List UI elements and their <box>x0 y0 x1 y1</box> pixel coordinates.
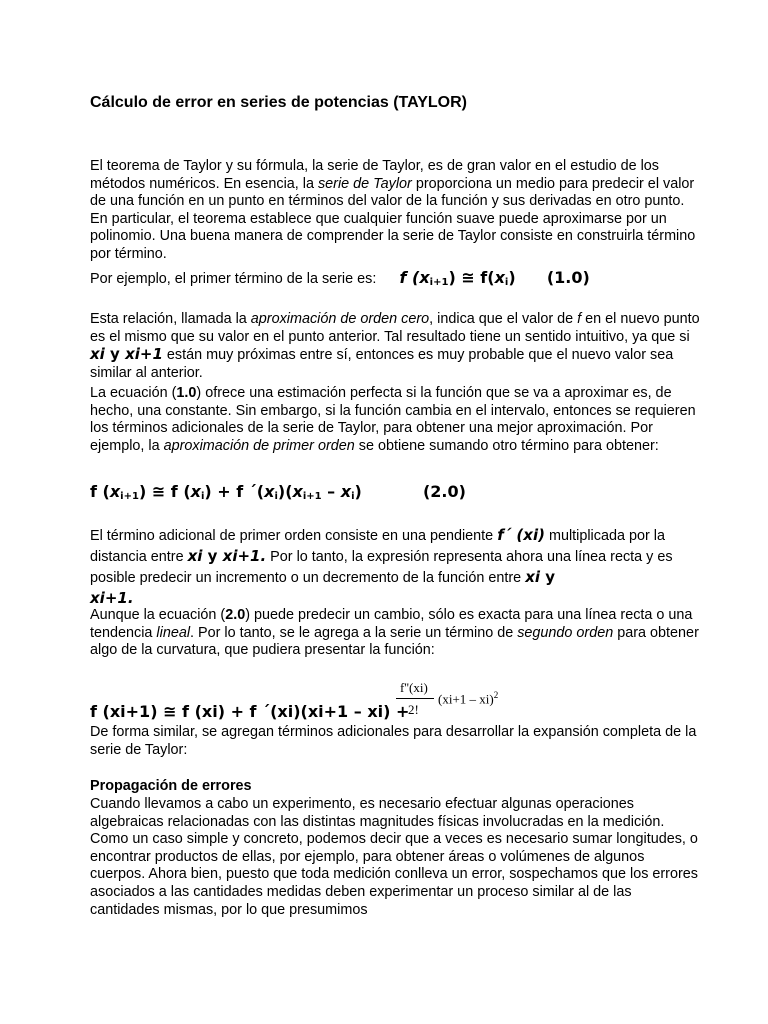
emphasis-text: segundo orden <box>517 624 614 641</box>
inline-variable: xi+1. <box>90 589 134 607</box>
fraction-factor: (xi+1 – xi)$^2$ <box>438 690 499 707</box>
inline-variable: xi+1. <box>222 547 267 565</box>
paragraph-primer-orden: La ecuación (1.0) ofrece una estimación perfecta si la función que se va a aproximar es, de hecho, una constante. Sin embargo, si la función cambia en el intervalo, entonces se requieren los términos adicionales de la serie de Taylor, para obtener una mejor aproximación. Por ejemplo, la aproximación de primer orden se obtiene sumando otro término para obtener: <box>90 385 696 454</box>
equation-1-line <box>90 268 590 288</box>
equation-reference: 2.0 <box>225 607 246 623</box>
document-title: Cálculo de error en series de potencias (TAYLOR) <box>90 94 467 111</box>
fraction-bar <box>396 698 434 699</box>
paragraph-taylor-intro <box>90 158 700 264</box>
paragraph-pendiente: El término adicional de primer orden consiste en una pendiente f´ (xi) multiplicada por la distancia entre xi y xi+1. Por lo tanto, la expresión representa ahora una línea recta y es posible predecir un incremento o un decremento de la función entre xi y xi+1. <box>90 526 673 607</box>
equation-1: f $(x_{i+1})$ ≅ $f(x_i)$ <box>399 268 516 288</box>
paragraph-expansion: De forma similar, se agregan términos adicionales para desarrollar la expansión completa de la serie de Taylor: <box>90 724 697 758</box>
emphasis-text: lineal <box>156 624 191 641</box>
inline-variable: xi+1 <box>125 345 163 364</box>
section-heading-propagacion: Propagación de errores <box>90 778 252 794</box>
emphasis-text: f <box>577 311 582 327</box>
equation-1-number: (1.0) <box>546 268 590 287</box>
inline-variable: xi <box>90 345 105 364</box>
equation-lead-text: Por ejemplo, el primer término de la serie es: <box>90 271 377 287</box>
equation-2-number: (2.0) <box>422 482 466 501</box>
emphasis-text: aproximación de primer orden <box>163 437 355 454</box>
fraction-numerator: f''(xi) <box>400 680 428 695</box>
equation-2: f $(x_{i+1})$ ≅ f $(x_i) + f$ $´(x_i)(x_{i+1} - x_i)$ <box>90 482 362 502</box>
paragraph-segundo-orden: Aunque la ecuación (2.0) puede predecir un cambio, sólo es exacta para una línea recta o una tendencia lineal. Por lo tanto, se le agrega a la serie un término de segundo orden para obtener algo de la curvatura, que pudiera presentar la función: <box>90 607 699 659</box>
equation-3-line <box>90 702 409 721</box>
paragraph-orden-cero: Esta relación, llamada la aproximación de orden cero, indica que el valor de f en el nuevo punto es el mismo que su valor en el punto anterior. Tal resultado tiene un sentido intuitivo, ya que si xi y xi+1 están muy próximas entre sí, entonces es muy probable que el nuevo valor sea similar al anterior. <box>90 311 700 381</box>
emphasis-text: serie de Taylor <box>317 175 412 192</box>
equation-3-left: f (xi+1) ≅ f (xi) + f ´(xi)(xi+1 – xi) + <box>90 702 410 721</box>
text-run: proporciona un medio para predecir el valor de una función en un punto en términos del valor de la función y sus derivadas en otro punto. En particular, el teorema establece que cualquier función suave puede aproximarse por un polinomio. Una buena manera de comprender la serie de Taylor consiste en construirla término por término. <box>90 175 696 262</box>
inline-derivative: f´ (xi) <box>497 526 545 544</box>
equation-2-line <box>90 482 466 502</box>
text-run: El teorema de Taylor y su fórmula, la serie de Taylor, es de gran valor en el estudio de los métodos numéricos. En esencia, la <box>90 158 660 192</box>
paragraph-propagacion: Cuando llevamos a cabo un experimento, es necesario efectuar algunas operaciones algebraicas relacionadas con las distintas magnitudes físicas involucradas en la medición. Como un caso simple y concreto, podemos decir que a veces es necesario sumar longitudes, o encontrar productos de ellas, por ejemplo, para obtener áreas o volúmenes de algunos cuerpos. Ahora bien, puesto que toda medición conlleva un error, sospechamos que los errores asociados a las cantidades medidas deben experimentar un proceso similar al de las cantidades mismas, por lo que presumimos <box>90 796 698 918</box>
emphasis-text: aproximación de orden cero <box>250 311 430 327</box>
fraction-denominator: 2! <box>408 702 419 717</box>
inline-variable: xi <box>525 568 541 586</box>
inline-variable: xi <box>187 547 203 565</box>
equation-reference: 1.0 <box>176 385 197 401</box>
